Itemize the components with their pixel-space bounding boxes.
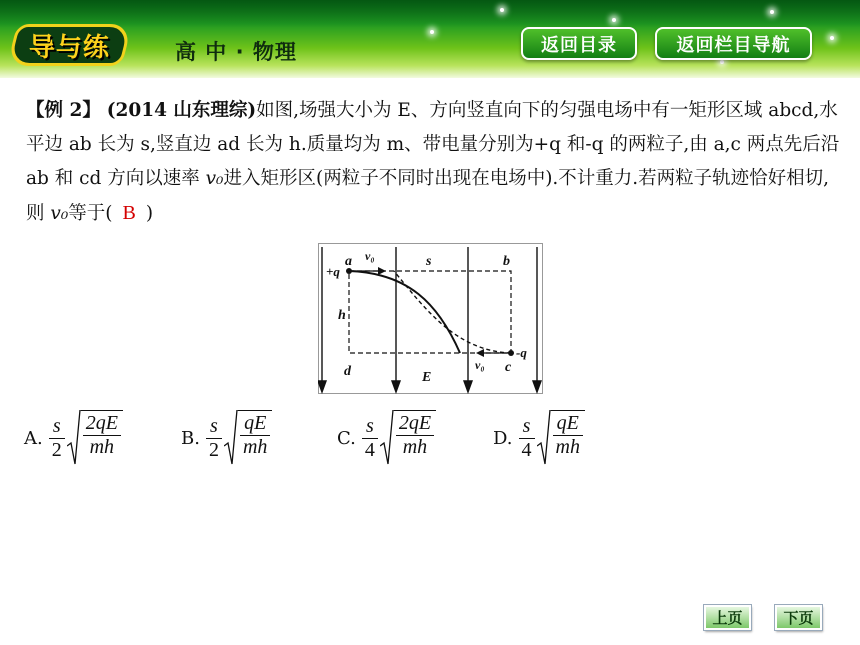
option-c[interactable] [337,407,436,469]
option-d[interactable] [493,407,585,469]
question-close-paren: ) [145,203,154,224]
option-label: B. [181,427,200,449]
coefficient-fraction [519,415,535,462]
question-body: 如图,场强大小为 E、方向竖直向下的匀强电场中有一矩形区域 abcd,水平边 ab 长为 s,竖直边 ad 长为 h.质量均为 m、带电量分别为+q 和-q 的两粒子,由 a,c 两点先后沿 ab 和 cd 方向以速率 [26,100,840,189]
velocity-symbol: v₀ [50,203,69,224]
radical-sign-icon [537,410,551,466]
radicand-numerator: 2qE [85,412,118,434]
label-v0-top: v₀ [365,249,375,263]
square-root [537,410,585,466]
sparkle-decoration [830,36,834,40]
label-E: E [422,370,432,385]
label-a: a [345,254,352,269]
question-body-cont: 进入矩形区(两粒子不同时出现在电场中).不计重力.若两粒子轨迹恰好相切,则 [26,168,830,224]
coefficient-fraction [362,415,378,462]
fraction-denominator: 4 [364,438,375,461]
sparkle-decoration [430,30,434,34]
option-label: A. [24,427,43,449]
coefficient-fraction [206,415,222,462]
fraction-numerator: s [365,414,374,437]
fraction-denominator: 4 [521,438,532,461]
label-d: d [344,364,351,379]
square-root [380,410,436,466]
radicand-denominator: mh [242,436,268,458]
option-label: C. [337,427,356,449]
sparkle-decoration [612,18,616,22]
subject-title: 高 中 · 物理 [175,40,297,64]
radicand-denominator: mh [89,436,115,458]
fraction-denominator: 2 [51,438,62,461]
question-source: (2014 山东理综) [106,100,257,121]
question-body-end: 等于( [68,203,113,224]
label-minus-q: -q [516,345,527,360]
fraction-denominator: 2 [208,438,219,461]
sparkle-decoration [720,60,724,64]
fraction-numerator: s [52,414,61,437]
sparkle-decoration [770,10,774,14]
radicand-denominator: mh [402,436,428,458]
label-s: s [426,254,432,269]
electric-field-diagram [318,243,543,394]
radical-sign-icon [380,410,394,466]
radicand-numerator: 2qE [398,412,432,434]
example-label: 【例 2】 [26,100,101,121]
return-to-column-nav-button[interactable]: 返回栏目导航 [655,27,812,60]
radical-sign-icon [224,410,238,466]
label-plus-q: +q [326,264,340,279]
label-v0-bottom: v₀ [475,358,485,372]
radicand-numerator: qE [556,412,579,434]
answer-mark: B [122,202,136,224]
label-c: c [505,360,512,375]
radical-sign-icon [67,410,81,466]
square-root [224,410,272,466]
label-b: b [503,254,510,269]
particle-negative [508,350,514,356]
label-h: h [338,308,346,323]
coefficient-fraction [49,415,65,462]
next-page-button[interactable]: 下页 [775,605,822,630]
option-label: D. [493,427,513,449]
logo [7,24,132,66]
velocity-symbol: v₀ [205,168,224,189]
sparkle-decoration [500,8,504,12]
header-banner [0,0,860,78]
option-a[interactable] [24,407,123,469]
radicand-numerator: qE [244,412,267,434]
logo-text: 导与练 [29,32,111,63]
fraction-numerator: s [210,414,218,437]
fraction-numerator: s [522,414,531,437]
radicand-denominator: mh [555,436,580,458]
question-text [26,94,841,231]
option-b[interactable] [181,407,272,469]
prev-page-button[interactable]: 上页 [704,605,751,630]
square-root [67,410,123,466]
return-to-toc-button[interactable]: 返回目录 [521,27,637,60]
